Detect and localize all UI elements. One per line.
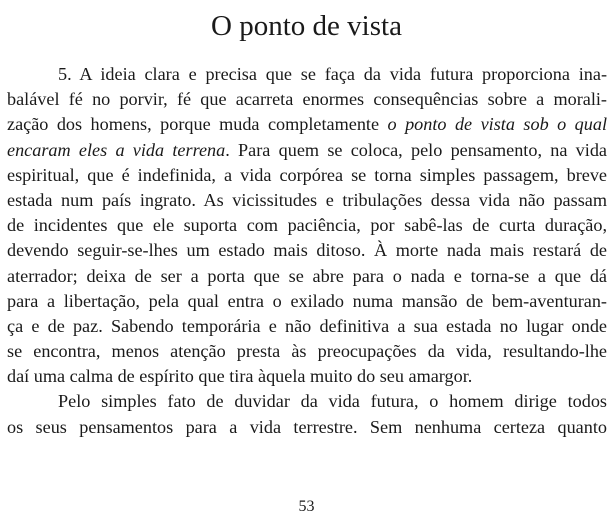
text-line	[7, 314, 607, 339]
text-segment: daí uma calma de espírito que tira àquela muito do seu amargor.	[7, 366, 473, 387]
text-line	[7, 112, 607, 137]
text-segment: 5. A ideia clara e precisa que se faça da vida futura proporciona ina-	[58, 64, 607, 84]
italic-phrase: o ponto de vista sob o qual	[387, 114, 607, 135]
page-number: 53	[298, 498, 315, 515]
text-line	[7, 188, 607, 213]
text-segment: de incidentes que ele suporta com paciência, por sabê-las de curta duração,	[7, 215, 607, 236]
text-segment: zação dos homens, porque muda completamente	[7, 114, 388, 135]
text-line	[7, 163, 607, 188]
text-segment: . Para quem se coloca, pelo pensamento, na vida	[225, 139, 607, 160]
text-segment: espiritual, que é indefinida, a vida corpórea se torna simples passagem, breve	[7, 164, 607, 185]
text-segment: devendo seguir-se-lhes um estado mais ditoso. À morte nada mais restará de	[7, 240, 607, 261]
italic-phrase: encaram eles a vida terrena	[7, 139, 226, 160]
text-line	[7, 87, 607, 112]
text-segment: balável fé no porvir, fé que acarreta enormes consequências sobre a morali-	[7, 89, 607, 110]
chapter-title: O ponto de vista	[211, 10, 402, 42]
text-segment: os seus pensamentos para a vida terrestre. Sem nenhuma certeza quanto	[7, 416, 607, 437]
text-line	[7, 389, 607, 414]
text-segment: para a libertação, pela qual entra o exilado numa mansão de bem-aventuran-	[7, 290, 607, 311]
text-line	[7, 238, 607, 263]
text-segment: estada num país ingrato. As vicissitudes e tribulações dessa vida não passam	[7, 189, 607, 210]
text-segment: Pelo simples fato de duvidar da vida futura, o homem dirige todos	[58, 391, 607, 412]
body-text	[7, 62, 607, 440]
text-segment: ça e de paz. Sabendo temporária e não definitiva a sua estada no lugar onde	[7, 315, 607, 336]
text-line	[7, 415, 607, 440]
text-line	[7, 289, 607, 314]
text-line	[7, 364, 607, 389]
text-line	[7, 213, 607, 238]
text-line	[7, 264, 607, 289]
text-segment: aterrador; deixa de ser a porta que se abre para o nada e torna-se a que dá	[7, 265, 607, 286]
text-line	[7, 138, 607, 163]
text-line	[7, 339, 607, 364]
text-segment: se encontra, menos atenção presta às preocupações da vida, resultando-lhe	[7, 341, 607, 362]
text-line	[7, 62, 607, 87]
